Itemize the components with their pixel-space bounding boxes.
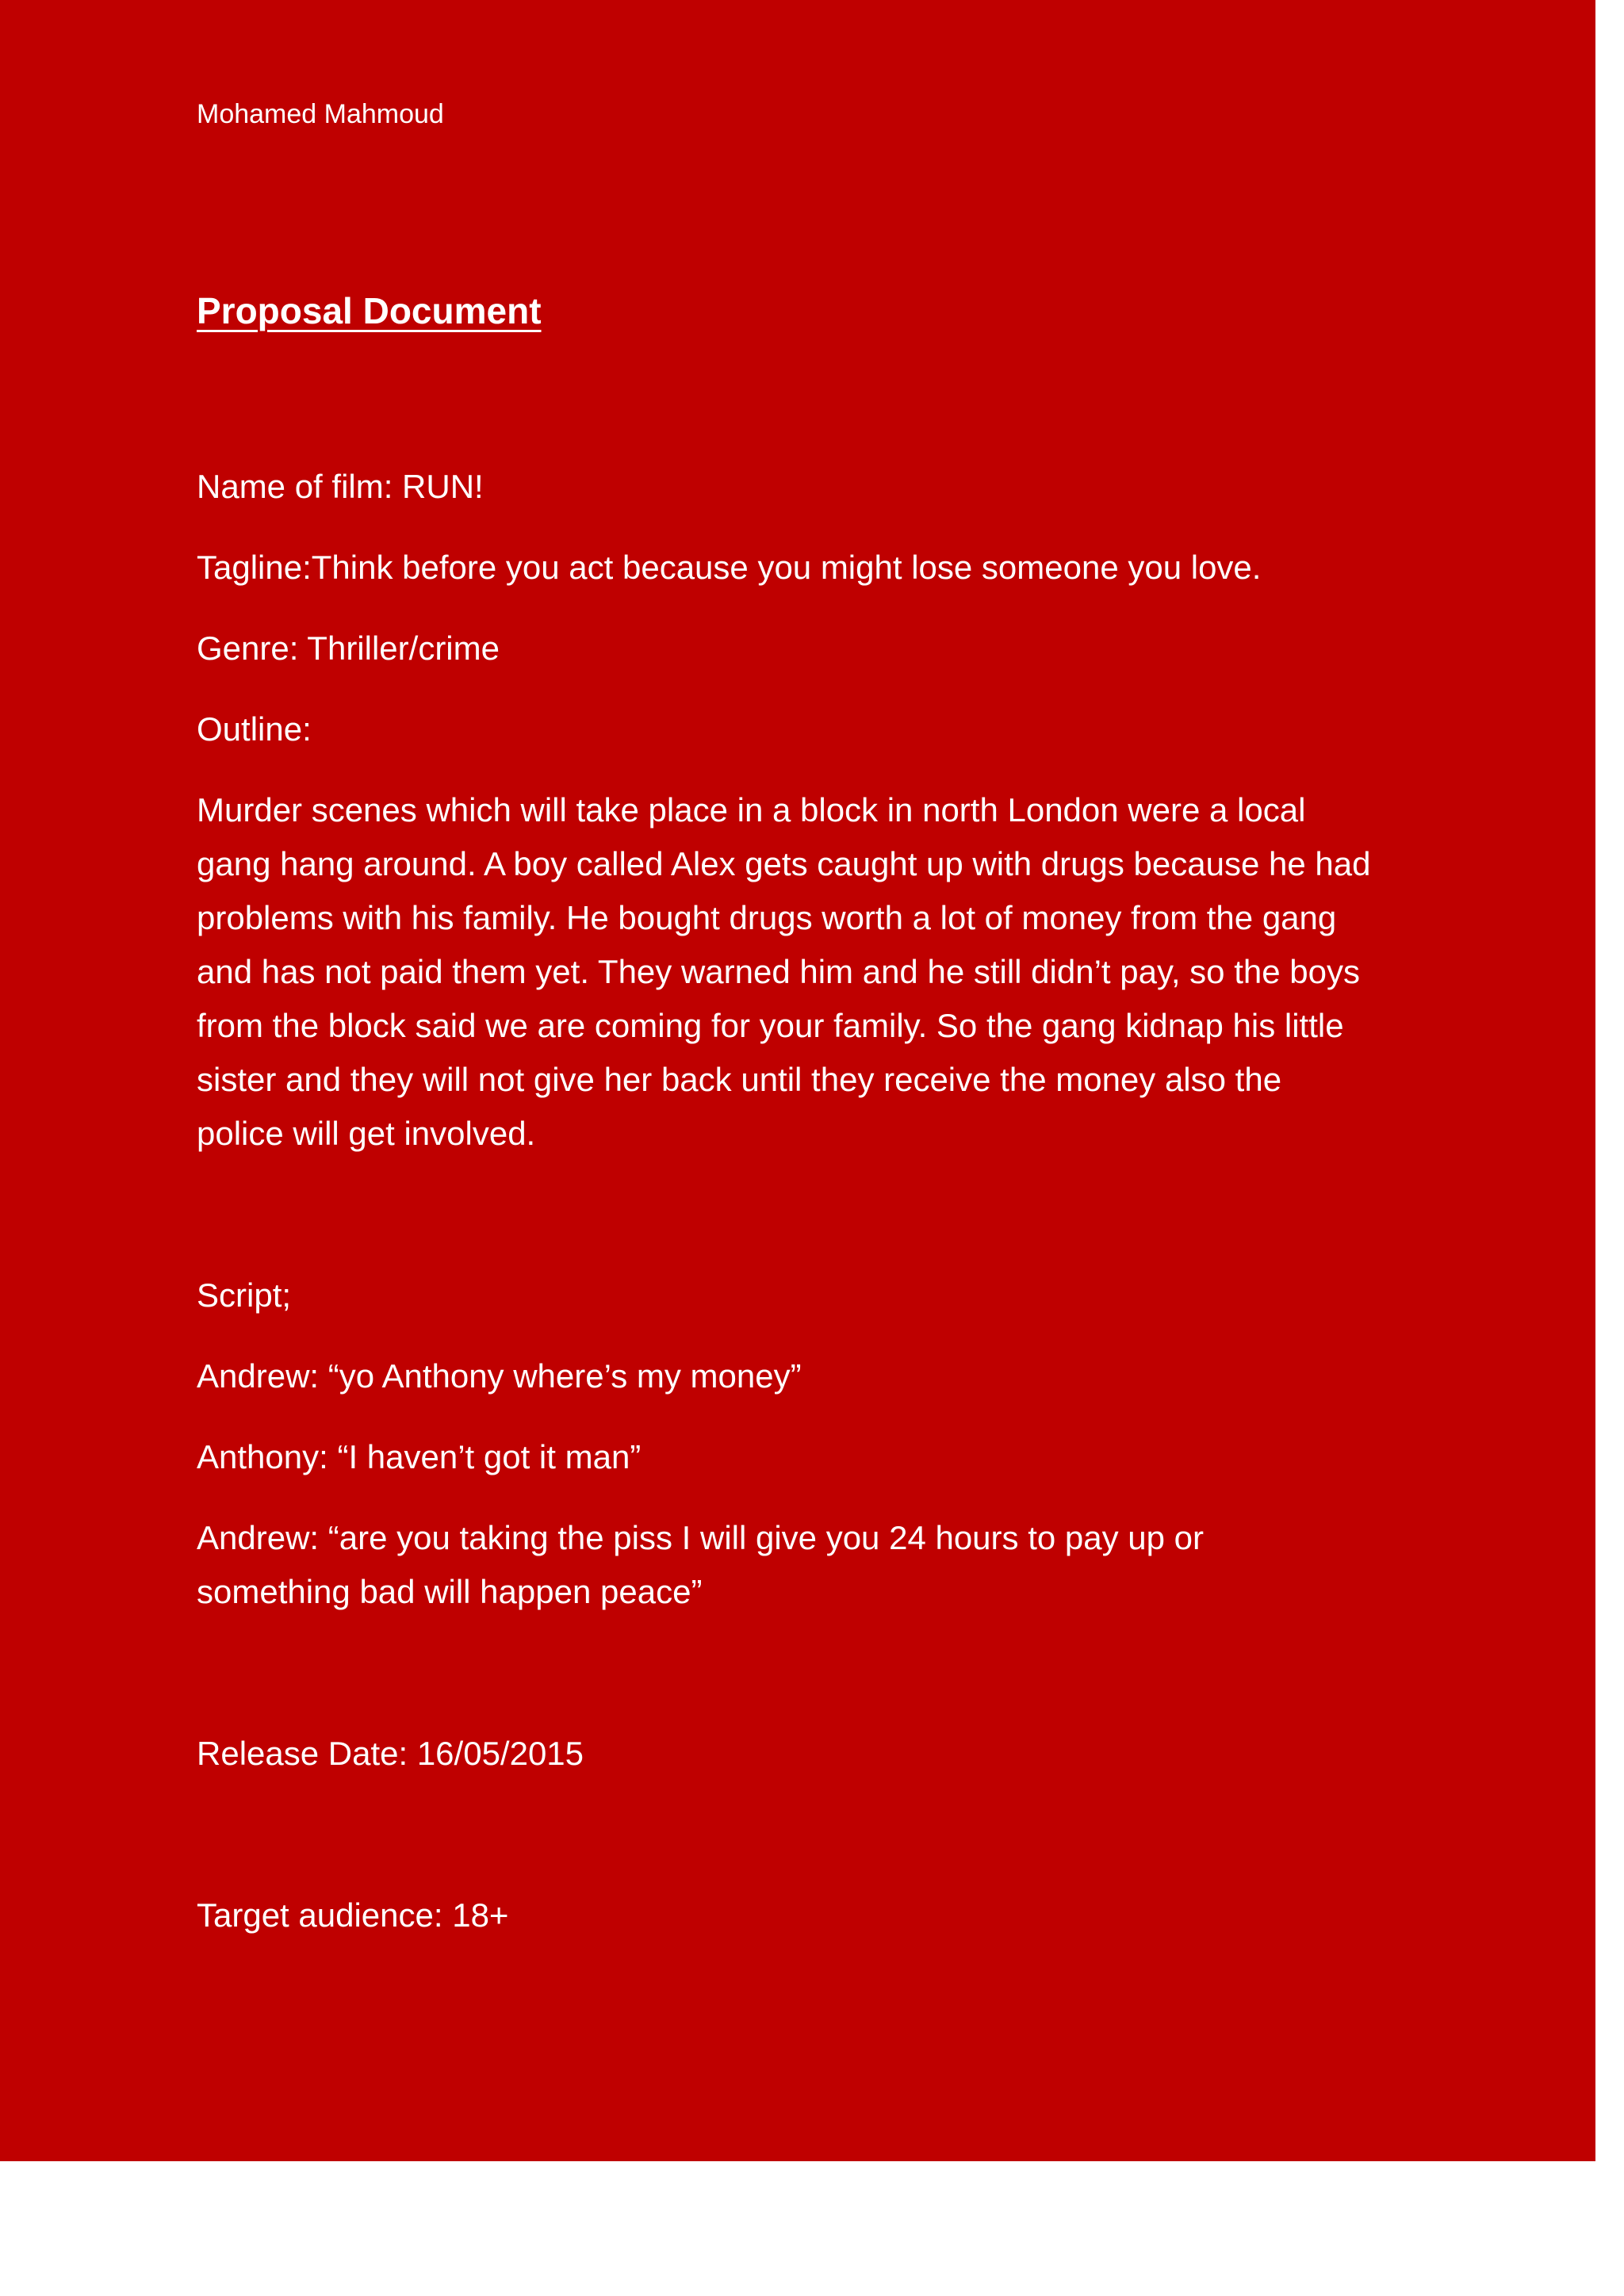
tagline: Tagline:Think before you act because you might lose someone you love. (197, 549, 1262, 586)
script-label: Script; (197, 1276, 292, 1314)
outline-line: Murder scenes which will take place in a block in north London were a local (197, 791, 1306, 828)
document-title: Proposal Document (197, 290, 542, 331)
target-audience: Target audience: 18+ (197, 1896, 509, 1934)
outline-line: problems with his family. He bought drugs worth a lot of money from the gang (197, 899, 1337, 936)
outline-line: police will get involved. (197, 1115, 536, 1152)
script-line: something bad will happen peace” (197, 1573, 703, 1610)
outline-line: and has not paid them yet. They warned him and he still didn’t pay, so the boys (197, 953, 1360, 990)
outline-line: sister and they will not give her back until they receive the money also the (197, 1061, 1282, 1098)
genre: Genre: Thriller/crime (197, 629, 500, 667)
script-line: Andrew: “yo Anthony where’s my money” (197, 1357, 802, 1395)
outline-line: from the block said we are coming for your family. So the gang kidnap his little (197, 1007, 1344, 1044)
outline-line: gang hang around. A boy called Alex gets caught up with drugs because he had (197, 845, 1371, 882)
film-name: Name of film: RUN! (197, 468, 484, 505)
release-date: Release Date: 16/05/2015 (197, 1735, 584, 1772)
outline-label: Outline: (197, 710, 312, 748)
script-line: Andrew: “are you taking the piss I will give you 24 hours to pay up or (197, 1519, 1205, 1556)
script-line: Anthony: “I haven’t got it man” (197, 1438, 642, 1475)
author-name: Mohamed Mahmoud (197, 99, 444, 129)
